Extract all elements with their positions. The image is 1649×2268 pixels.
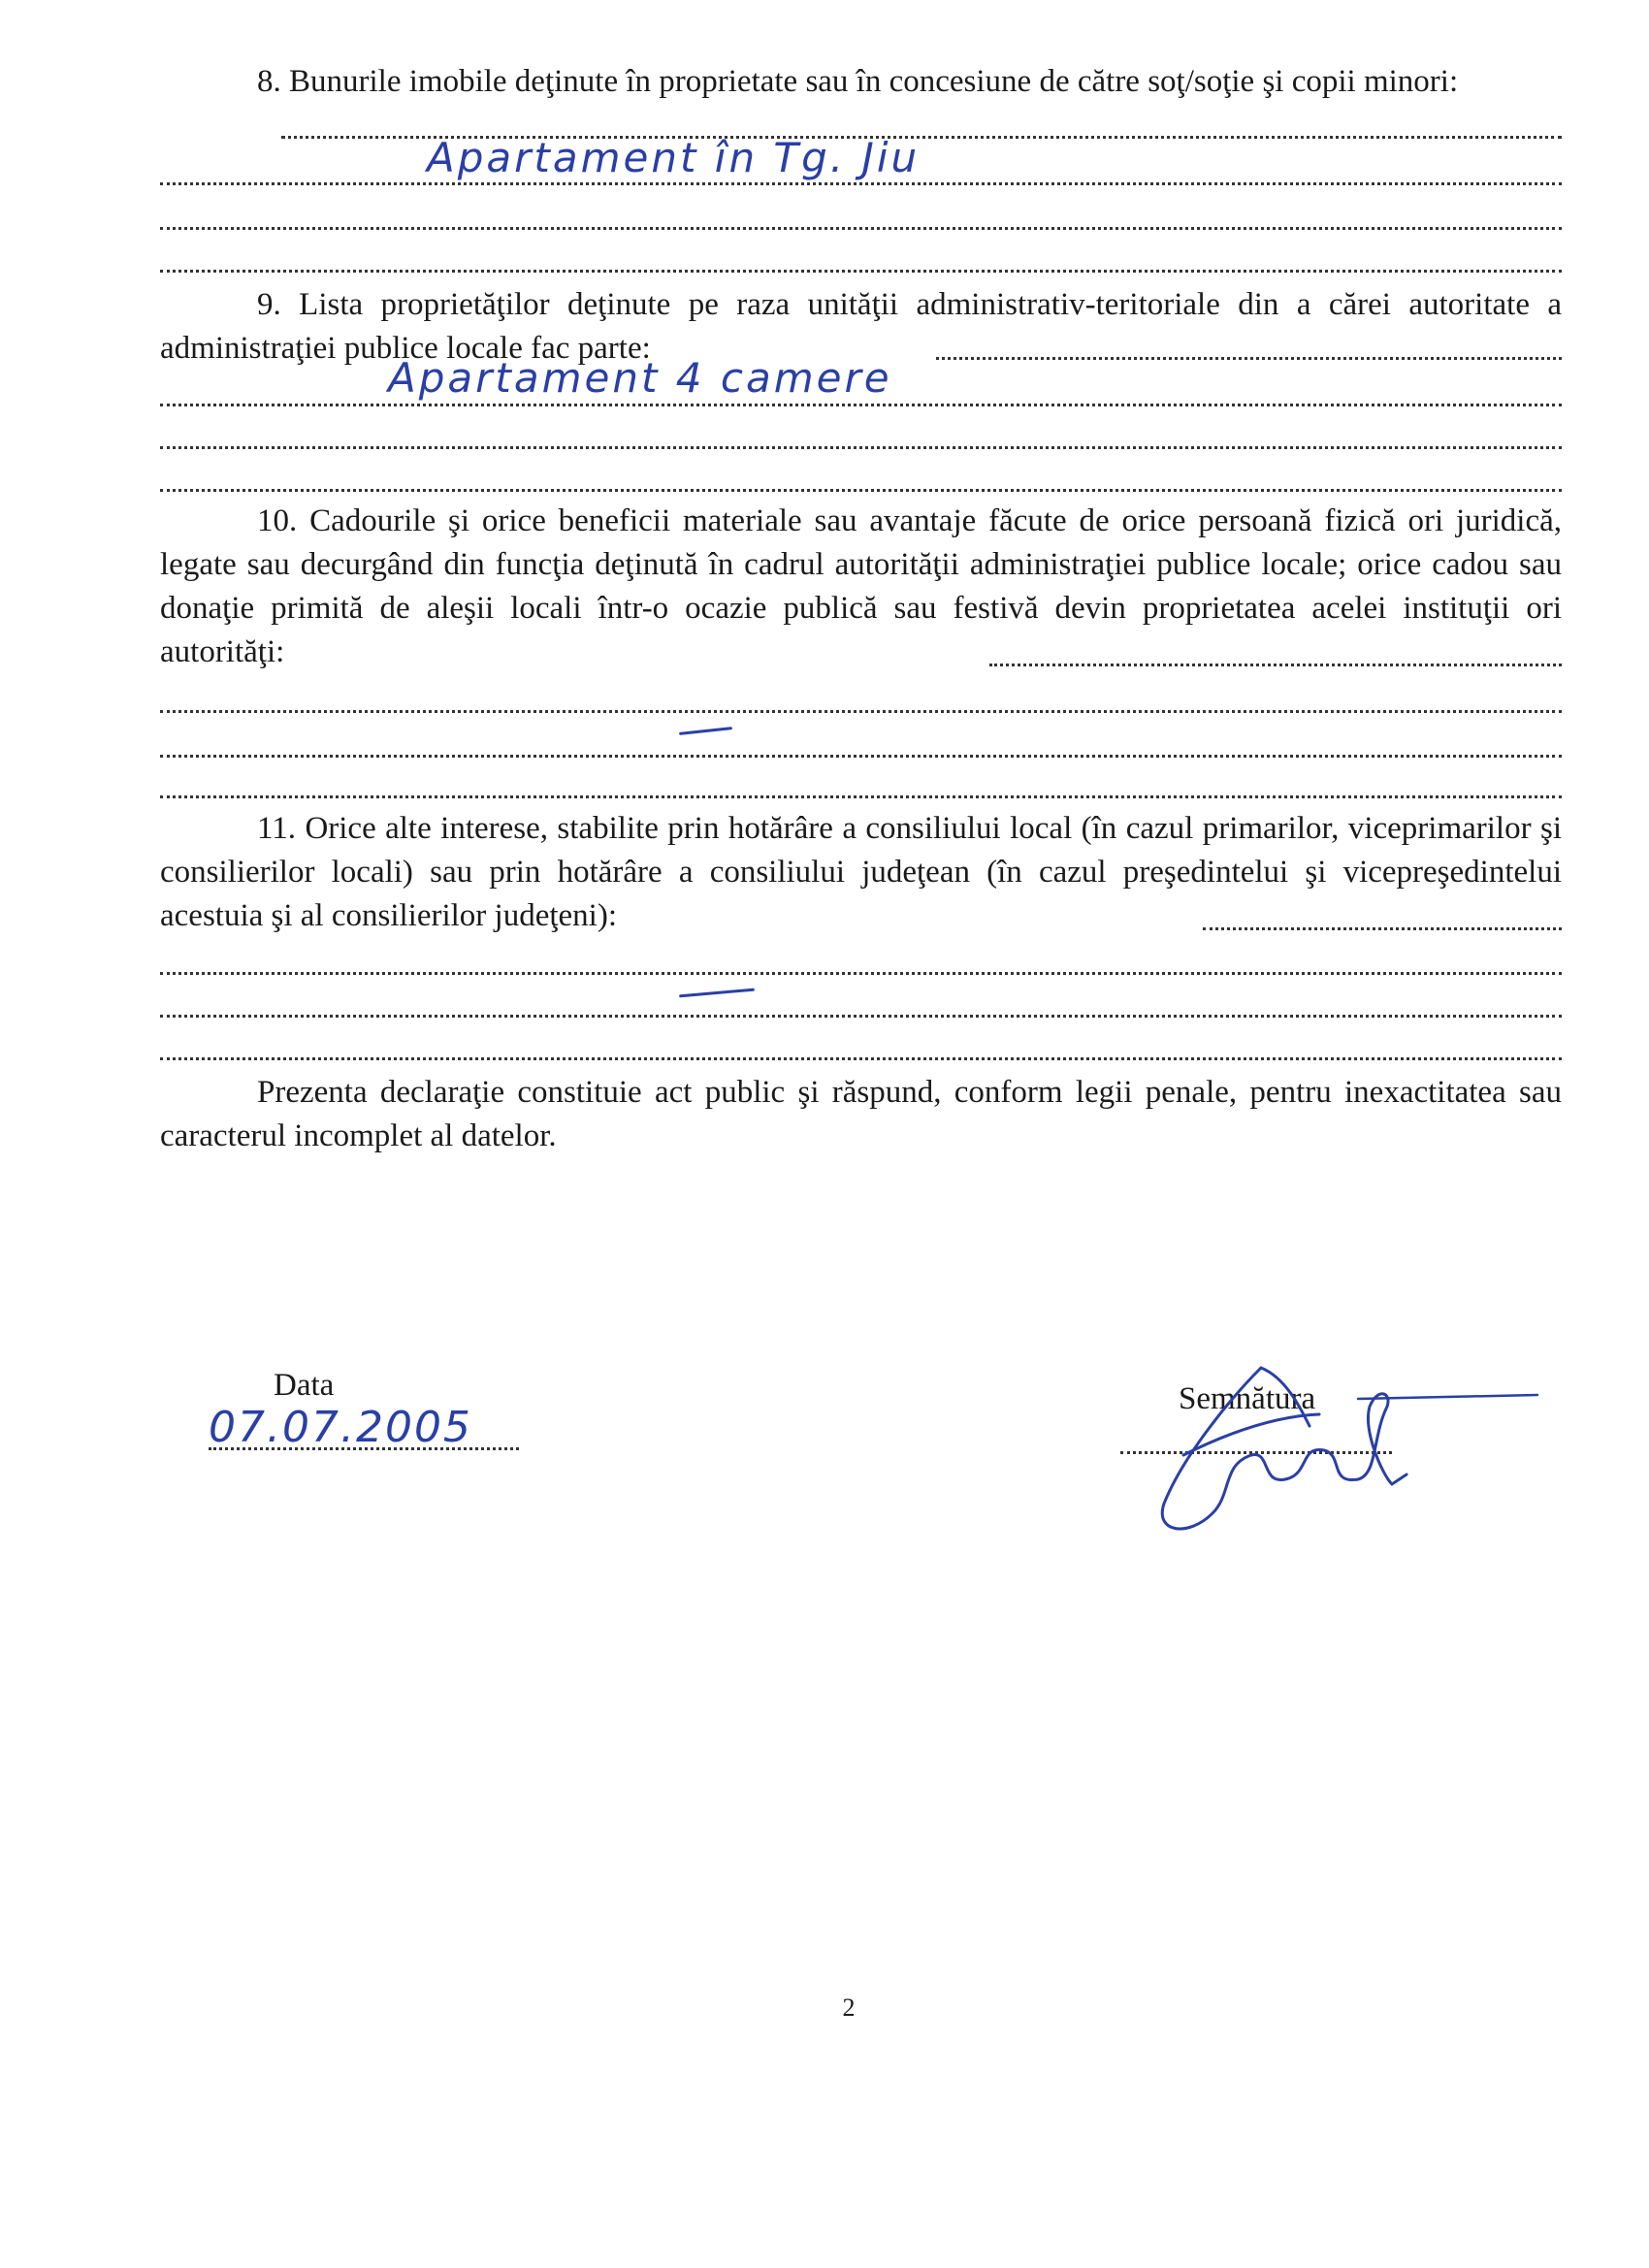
dotted-line <box>160 1013 1562 1018</box>
dotted-line <box>160 1055 1562 1060</box>
signature-scribble <box>1116 1339 1552 1542</box>
dotted-line <box>160 487 1562 492</box>
page-number: 2 <box>842 1993 856 2022</box>
dotted-line <box>160 444 1562 449</box>
handwritten-entry-9: Apartament 4 camere <box>388 354 892 402</box>
item-8-number: 8. <box>257 64 281 99</box>
date-label: Data <box>274 1368 335 1403</box>
declaration-text: Prezenta declaraţie constituie act public şi răspund, conform legii penale, pentru inexactitatea sau caracterul incomplet al datelor. <box>160 1075 1562 1153</box>
handwritten-dash <box>679 727 732 735</box>
dotted-line <box>160 708 1562 713</box>
handwritten-date: 07.07.2005 <box>209 1403 472 1452</box>
item-9-number: 9. <box>257 287 281 322</box>
dotted-line <box>1203 925 1562 930</box>
dotted-line <box>989 662 1562 666</box>
item-10-text: Cadourile şi orice beneficii materiale sau avantaje făcute de orice persoană fizică ori juridică, legate sau decurgând din funcţia deţinută în cadrul autorităţii administraţiei publice locale; orice cadou sau donaţie primită de aleşii locali într-o ocazie publică sau festivă devin proprietatea acelei instituţii ori autorităţi: <box>160 503 1563 669</box>
dotted-line <box>160 970 1562 975</box>
dotted-line <box>160 753 1562 758</box>
handwritten-dash <box>679 988 755 998</box>
handwritten-entry-8: Apartament în Tg. Jiu <box>427 134 921 181</box>
item-8 <box>160 60 1562 104</box>
item-11-number: 11. <box>257 811 297 846</box>
item-11 <box>160 807 1562 938</box>
item-11-text: Orice alte interese, stabilite prin hotărâre a consiliului local (în cazul primarilor, viceprimarilor şi consilierilor locali) sau prin hotărâre a consiliului judeţean (în cazul preşedintelui şi vicepreşedintelui acestuia şi al consilierilor judeţeni): <box>160 811 1562 933</box>
dotted-line <box>160 268 1562 273</box>
dotted-line <box>160 402 1562 406</box>
dotted-line <box>160 794 1562 798</box>
item-8-text: Bunurile imobile deţinute în proprietate sau în concesiune de către soţ/soţie şi copii minori: <box>289 64 1459 99</box>
dotted-line <box>160 225 1562 230</box>
item-9-text: Lista proprietăţilor deţinute pe raza unităţii administrativ-teritoriale din a cărei autoritate a administraţiei publice locale fac parte: <box>160 287 1563 366</box>
item-10 <box>160 500 1562 674</box>
item-10-number: 10. <box>257 503 298 538</box>
signature-label: Semnătura <box>1179 1381 1316 1416</box>
dotted-line <box>936 355 1562 360</box>
